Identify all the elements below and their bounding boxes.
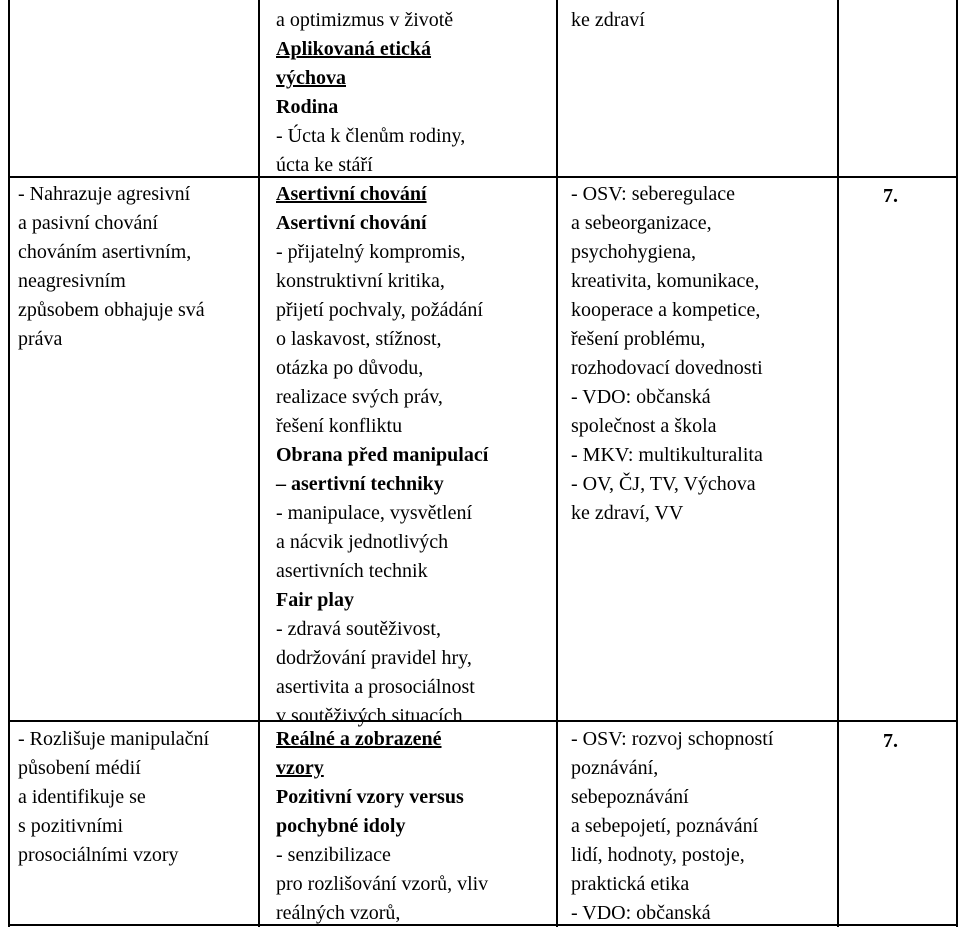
outcome-line: působení médií <box>18 757 141 779</box>
content-line: reálných vzorů, <box>276 902 401 924</box>
content-line: – asertivní techniky <box>276 473 444 495</box>
outcome-line: práva <box>18 328 63 350</box>
links-line: ke zdraví <box>571 9 645 31</box>
outcome-line: a identifikuje se <box>18 786 146 808</box>
links-line: společnost a škola <box>571 415 717 437</box>
content-line: vzory <box>276 757 324 779</box>
table-border-right <box>956 0 958 927</box>
content-line: a nácvik jednotlivých <box>276 531 449 553</box>
row-1-content-cell <box>276 180 488 731</box>
content-line: řešení konfliktu <box>276 415 403 437</box>
table-border-left <box>8 0 10 927</box>
outcome-line: neagresivním <box>18 270 126 292</box>
links-line: a sebeorganizace, <box>571 212 712 234</box>
links-line: a sebepojetí, poznávání <box>571 815 759 837</box>
content-line: Asertivní chování <box>276 212 427 234</box>
content-line: přijetí pochvaly, požádání <box>276 299 483 321</box>
content-line: Aplikovaná etická <box>276 38 432 60</box>
content-line: - Úcta k členům rodiny, <box>276 125 466 147</box>
row-1-grade: 7. <box>883 185 898 207</box>
outcome-line: způsobem obhajuje svá <box>18 299 205 321</box>
row-0-links-cell <box>571 6 645 35</box>
links-line: - OSV: seberegulace <box>571 183 736 205</box>
outcome-line: prosociálními vzory <box>18 844 179 866</box>
row-1-links-cell <box>571 180 763 528</box>
links-line: ke zdraví, VV <box>571 502 684 524</box>
row-2-links-cell <box>571 725 773 928</box>
links-line: psychohygiena, <box>571 241 696 263</box>
outcome-line: - Rozlišuje manipulační <box>18 728 210 750</box>
content-line: - senzibilizace <box>276 844 391 866</box>
links-line: lidí, hodnoty, postoje, <box>571 844 745 866</box>
column-divider-1 <box>258 0 260 927</box>
links-line: - MKV: multikulturalita <box>571 444 763 466</box>
row-divider-1 <box>8 176 958 178</box>
content-line: úcta ke stáří <box>276 154 373 176</box>
links-line: - OV, ČJ, TV, Výchova <box>571 473 756 495</box>
links-line: sebepoznávání <box>571 786 689 808</box>
content-line: - manipulace, vysvětlení <box>276 502 473 524</box>
content-line: Asertivní chování <box>276 183 427 205</box>
content-line: v soutěživých situacích <box>276 705 463 727</box>
content-line: pro rozlišování vzorů, vliv <box>276 873 489 895</box>
links-line: - OSV: rozvoj schopností <box>571 728 774 750</box>
column-divider-3 <box>837 0 839 927</box>
content-line: Pozitivní vzory versus <box>276 786 464 808</box>
links-line: řešení problému, <box>571 328 706 350</box>
content-line: o laskavost, stížnost, <box>276 328 442 350</box>
row-2-content-cell <box>276 725 488 928</box>
content-line: Reálné a zobrazené <box>276 728 442 750</box>
row-2-grade: 7. <box>883 730 898 752</box>
content-line: Rodina <box>276 96 339 118</box>
content-line: dodržování pravidel hry, <box>276 647 472 669</box>
content-line: - přijatelný kompromis, <box>276 241 466 263</box>
links-line: kooperace a kompetice, <box>571 299 761 321</box>
content-line: otázka po důvodu, <box>276 357 424 379</box>
content-line: pochybné idoly <box>276 815 406 837</box>
content-line: - zdravá soutěživost, <box>276 618 441 640</box>
content-line: výchova <box>276 67 346 89</box>
outcome-line: - Nahrazuje agresivní <box>18 183 191 205</box>
outcome-line: a pasivní chování <box>18 212 158 234</box>
links-line: praktická etika <box>571 873 690 895</box>
row-0-content-cell <box>276 6 465 180</box>
content-line: Obrana před manipulací <box>276 444 489 466</box>
content-line: asertivních technik <box>276 560 428 582</box>
content-line: Fair play <box>276 589 354 611</box>
content-line: asertivita a prosociálnost <box>276 676 475 698</box>
links-line: poznávání, <box>571 757 659 779</box>
content-line: a optimizmus v životě <box>276 9 454 31</box>
outcome-line: chováním asertivním, <box>18 241 192 263</box>
links-line: - VDO: občanská <box>571 386 711 408</box>
column-divider-2 <box>556 0 558 927</box>
links-line: kreativita, komunikace, <box>571 270 760 292</box>
outcome-line: s pozitivními <box>18 815 123 837</box>
links-line: - VDO: občanská <box>571 902 711 924</box>
row-2-outcome-cell <box>18 725 209 870</box>
links-line: rozhodovací dovednosti <box>571 357 763 379</box>
content-line: realizace svých práv, <box>276 386 443 408</box>
row-1-outcome-cell <box>18 180 205 354</box>
content-line: konstruktivní kritika, <box>276 270 445 292</box>
